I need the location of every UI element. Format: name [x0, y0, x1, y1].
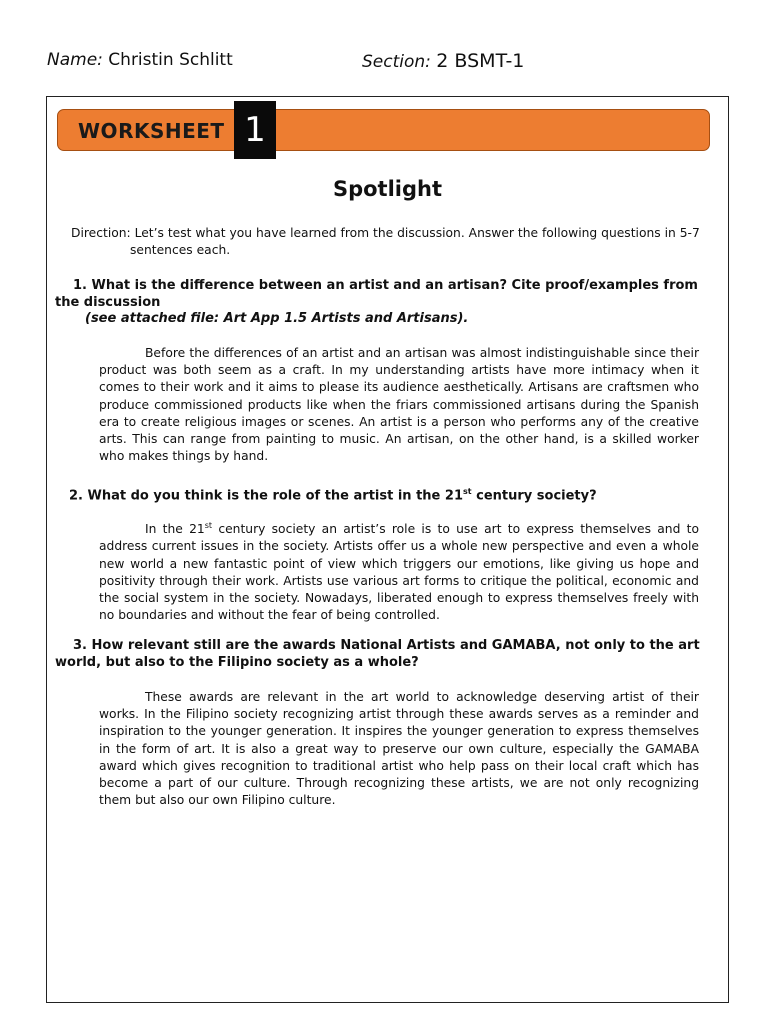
worksheet-frame [46, 96, 729, 1003]
question-3: 3. How relevant still are the awards National Artists and GAMABA, not only to the art world, but also to the Filipino society as a whole? [55, 638, 700, 670]
name-line [47, 50, 233, 70]
banner-number: 1 [234, 101, 276, 159]
name-label: Name: [47, 50, 103, 70]
question-2-pre: 2. What do you think is the role of the artist in the 21 [69, 488, 463, 504]
question-2-post: century society? [471, 488, 597, 504]
banner-title: WORKSHEET [78, 119, 225, 143]
question-1: 1. What is the difference between an artist and an artisan? Cite proof/examples from the discussion [55, 278, 698, 310]
question-1-reference: (see attached file: Art App 1.5 Artists and Artisans). [85, 311, 469, 326]
answer-1: Before the differences of an artist and an artisan was almost indistinguishable since their product was both seem as a craft. In my understanding artists have more intimacy when it comes to their work and it aims to please its audience aesthetically. Artisans are craftsmen who produce commissioned products like when the friars commissioned artisans during the Spanish era to create religious images or scenes. An artist is a person who performs any of the creative arts. This can range from painting to music. An artisan, on the other hand, is a skilled worker who makes things by hand. [99, 346, 699, 464]
name-value: Christin Schlitt [108, 50, 233, 70]
worksheet-banner [57, 109, 710, 151]
page-title: Spotlight [332, 177, 443, 201]
answer-2-pre: In the 21 [145, 522, 205, 537]
section-label: Section: [362, 52, 431, 72]
section-value: 2 BSMT-1 [436, 50, 525, 72]
section-line [362, 50, 524, 72]
question-2 [69, 483, 699, 504]
direction-text: Direction: Let’s test what you have learned from the discussion. Answer the following questions in 5-7 sentences each. [71, 226, 700, 257]
answer-2-post: century society an artist’s role is to use art to express themselves and to address current issues in the society. Artists offer us a whole new perspective and even a whole new world a new fantastic point of view which triggers our emotions, like giving us hope and positivity through their work. Artists use various art forms to critique the political, economic and the social system in the society. Nowadays, liberated enough to express themselves freely with no boundaries and without the fear of being controlled. [99, 522, 699, 623]
answer-3: These awards are relevant in the art world to acknowledge deserving artist of their works. In the Filipino society recognizing artist through these awards serves as a reminder and inspiration to the younger generation. It inspires the younger generation to express themselves in the form of art. It is also a great way to preserve our own culture, especially the GAMABA award which gives recognition to traditional artist who help pass on their local craft which has become a part of our culture. Through recognizing these artists, we are not only recognizing them but also our own Filipino culture. [99, 690, 699, 808]
answer-2 [99, 517, 699, 624]
answer-2-sup: st [204, 521, 213, 530]
question-2-sup: st [463, 487, 472, 496]
